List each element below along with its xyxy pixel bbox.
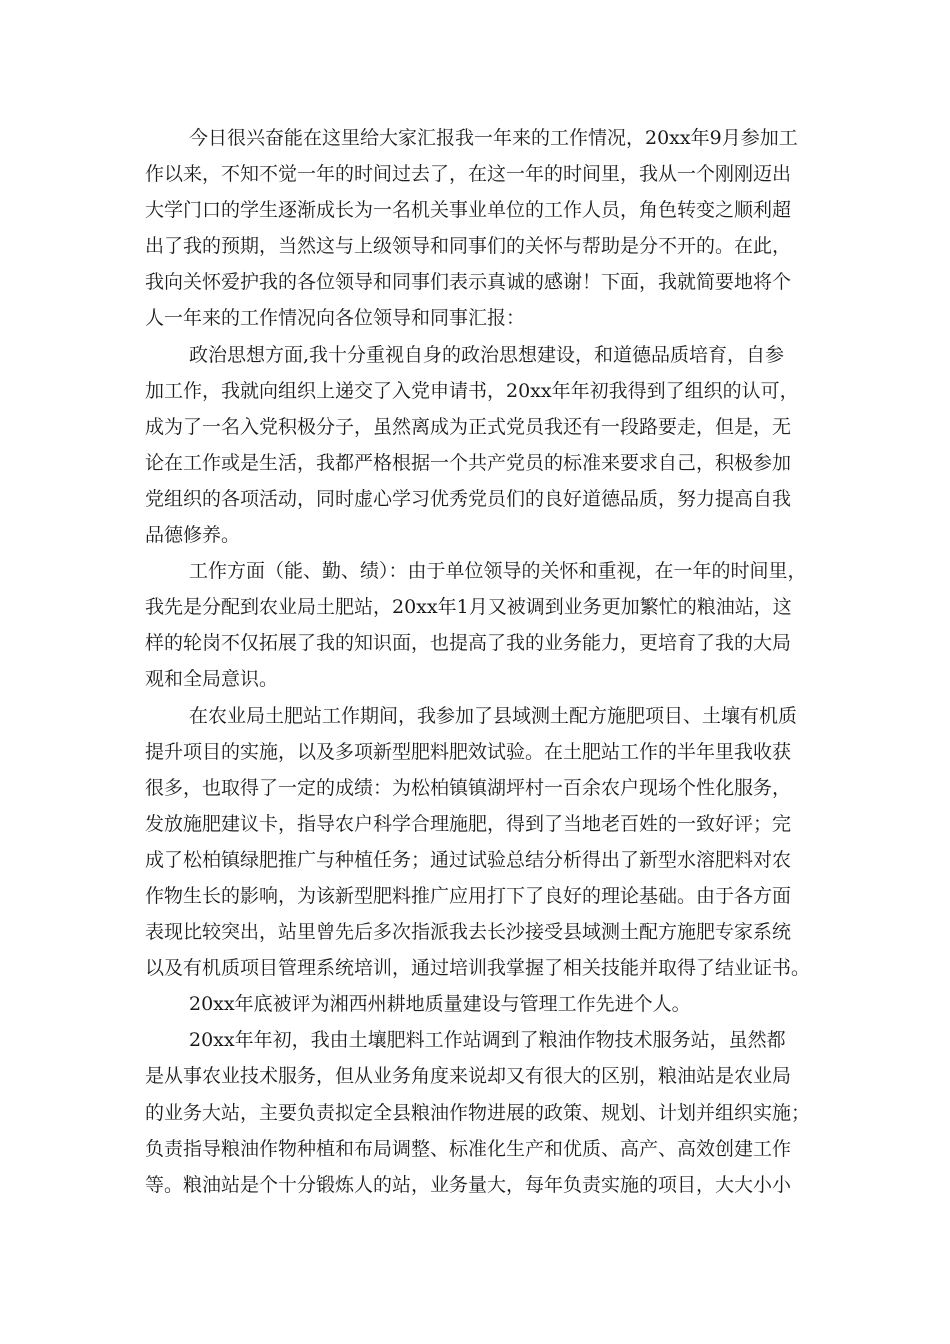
text-line: 我向关怀爱护我的各位领导和同事们表示真诚的感谢！下面，我就简要地将个 xyxy=(145,271,792,294)
text-line: 工作方面（能、勤、绩）：由于单位领导的关怀和重视，在一年的时间里， xyxy=(189,560,807,583)
text-line: 发放施肥建议卡，指导农户科学合理施肥，得到了当地老百姓的一致好评；完 xyxy=(145,812,792,835)
text-line: 等。粮油站是个十分锻炼人的站，业务量大，每年负责实施的项目，大大小小 xyxy=(145,1173,792,1196)
text-line: 品德修养。 xyxy=(145,524,241,547)
text-line: 负责指导粮油作物种植和布局调整、标准化生产和优质、高产、高效创建工作 xyxy=(145,1137,792,1160)
text-line: 今日很兴奋能在这里给大家汇报我一年来的工作情况，20xx年9月参加工 xyxy=(189,127,798,149)
text-line: 成了松柏镇绿肥推广与种植任务；通过试验总结分析得出了新型水溶肥料对农 xyxy=(145,848,792,871)
text-line: 的业务大站，主要负责拟定全县粮油作物进展的政策、规划、计划并组织实施； xyxy=(145,1101,811,1124)
text-line: 人一年来的工作情况向各位领导和同事汇报： xyxy=(145,307,526,330)
text-line: 20xx年年初，我由土壤肥料工作站调到了粮油作物技术服务站，虽然都 xyxy=(189,1029,786,1052)
document-body xyxy=(145,120,815,1203)
text-line: 加工作，我就向组织上递交了入党申请书，20xx年年初我得到了组织的认可， xyxy=(145,379,799,402)
text-line: 样的轮岗不仅拓展了我的知识面，也提高了我的业务能力，更培育了我的大局 xyxy=(145,632,792,655)
text-line: 作以来，不知不觉一年的时间过去了，在这一年的时间里，我从一个刚刚迈出 xyxy=(145,163,792,186)
text-line: 论在工作或是生活，我都严格根据一个共产党员的标准来要求自己，积极参加 xyxy=(145,451,792,474)
text-line: 20xx年底被评为湘西州耕地质量建设与管理工作先进个人。 xyxy=(189,993,691,1016)
text-line: 大学门口的学生逐渐成长为一名机关事业单位的工作人员，角色转变之顺利超 xyxy=(145,199,792,222)
text-line: 提升项目的实施，以及多项新型肥料肥效试验。在土肥站工作的半年里我收获 xyxy=(145,740,792,763)
text-line: 观和全局意识。 xyxy=(145,668,279,691)
text-line: 出了我的预期，当然这与上级领导和同事们的关怀与帮助是分不开的。在此， xyxy=(145,235,792,258)
text-line: 在农业局土肥站工作期间，我参加了县域测土配方施肥项目、土壤有机质 xyxy=(189,704,798,727)
text-line: 以及有机质项目管理系统培训，通过培训我掌握了相关技能并取得了结业证书。 xyxy=(145,957,811,980)
text-line: 很多，也取得了一定的成绩：为松柏镇镇湖坪村一百余农户现场个性化服务， xyxy=(145,776,792,799)
text-line: 是从事农业技术服务，但从业务角度来说却又有很大的区别，粮油站是农业局 xyxy=(145,1065,792,1088)
text-line: 作物生长的影响，为该新型肥料推广应用打下了良好的理论基础。由于各方面 xyxy=(145,884,792,907)
text-line: 表现比较突出，站里曾先后多次指派我去长沙接受县域测土配方施肥专家系统 xyxy=(145,921,792,944)
text-line: 成为了一名入党积极分子，虽然离成为正式党员我还有一段路要走，但是，无 xyxy=(145,415,792,438)
text-line: 我先是分配到农业局土肥站，20xx年1月又被调到业务更加繁忙的粮油站，这 xyxy=(145,596,792,619)
text-line: 政治思想方面,我十分重视自身的政治思想建设，和道德品质培育，自参 xyxy=(189,343,785,366)
text-line: 党组织的各项活动，同时虚心学习优秀党员们的良好道德品质，努力提高自我 xyxy=(145,487,792,510)
